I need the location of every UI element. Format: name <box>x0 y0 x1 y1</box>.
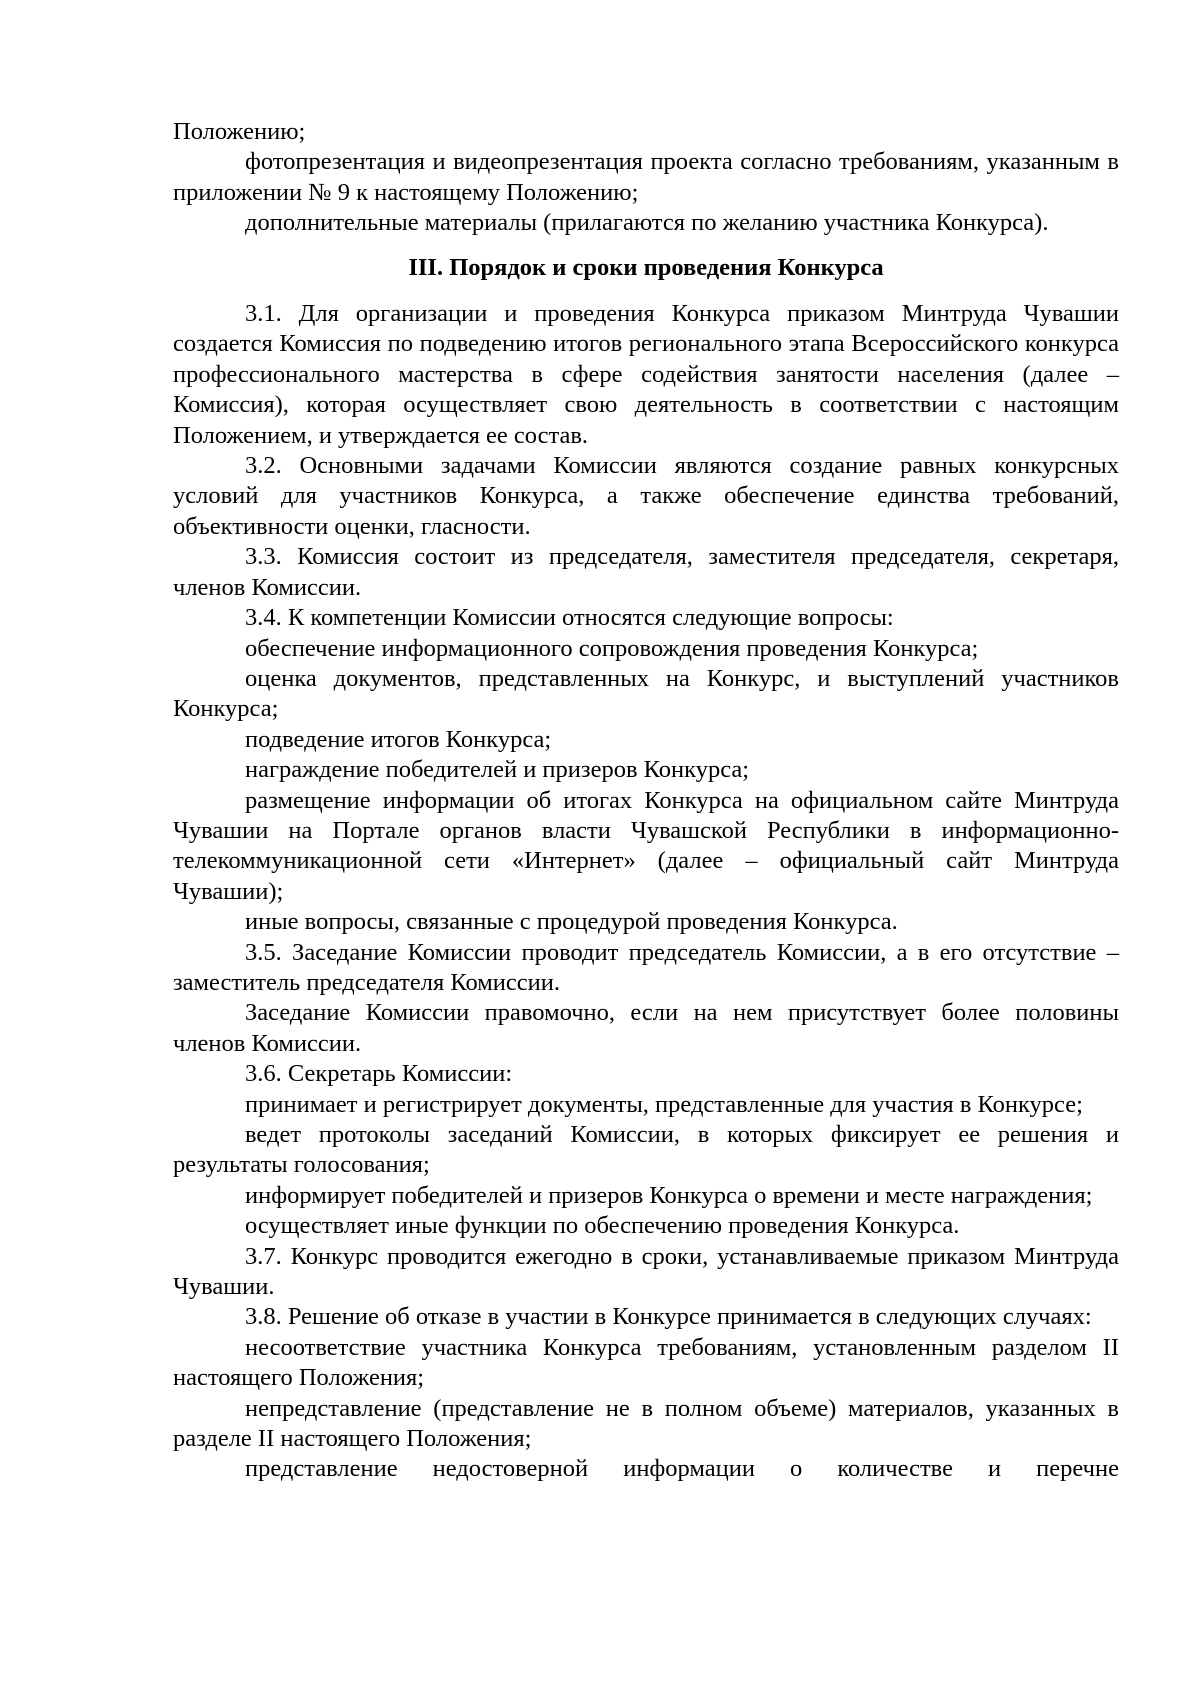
list-item: осуществляет иные функции по обеспечению проведения Конкурса. <box>245 1212 960 1240</box>
document-page <box>173 117 1119 1485</box>
paragraph-3-8: 3.8. Решение об отказе в участии в Конкурсе принимается в следующих случаях: <box>245 1303 1092 1331</box>
list-item: непредставление (представление не в полном объеме) материалов, указанных в разделе II настоящего Положения; <box>173 1394 1119 1453</box>
list-item: обеспечение информационного сопровождения проведения Конкурса; <box>245 634 979 662</box>
paragraph-photo-presentation: фотопрезентация и видеопрезентация проекта согласно требованиям, указанным в приложении № 9 к настоящему Положению; <box>173 148 1119 206</box>
list-item: представление недостоверной информации о количестве и перечне <box>245 1455 1119 1483</box>
list-item: размещение информации об итогах Конкурса на официальном сайте Минтруда Чувашии на Портале органов власти Чувашской Республики в информационно-телекоммуникационной сети «Интернет» (далее – официальный сайт Минтруда Чувашии); <box>173 786 1119 905</box>
list-item: несоответствие участника Конкурса требованиям, установленным разделом II настоящего Положения; <box>173 1333 1119 1392</box>
list-item: подведение итогов Конкурса; <box>245 725 552 753</box>
paragraph-3-2: 3.2. Основными задачами Комиссии являются создание равных конкурсных условий для участников Конкурса, а также обеспечение единства требований, объективности оценки, гласности. <box>173 452 1119 540</box>
paragraph-quorum: Заседание Комиссии правомочно, если на нем присутствует более половины членов Комиссии. <box>173 999 1119 1057</box>
paragraph-3-7: 3.7. Конкурс проводится ежегодно в сроки, устанавливаемые приказом Минтруда Чувашии. <box>173 1242 1119 1301</box>
paragraph-additional-materials: дополнительные материалы (прилагаются по желанию участника Конкурса). <box>245 209 1049 237</box>
paragraph-3-4: 3.4. К компетенции Комиссии относятся следующие вопросы: <box>245 604 894 632</box>
list-item: принимает и регистрирует документы, представленные для участия в Конкурсе; <box>245 1090 1083 1118</box>
paragraph-3-5: 3.5. Заседание Комиссии проводит председатель Комиссии, а в его отсутствие – заместитель председателя Комиссии. <box>173 938 1119 996</box>
list-item: награждение победителей и призеров Конкурса; <box>245 756 750 784</box>
list-item: ведет протоколы заседаний Комиссии, в которых фиксирует ее решения и результаты голосования; <box>173 1121 1119 1179</box>
paragraph-continuation: Положению; <box>173 118 306 145</box>
paragraph-3-6: 3.6. Секретарь Комиссии: <box>245 1060 513 1088</box>
list-item: информирует победителей и призеров Конкурса о времени и месте награждения; <box>245 1181 1093 1209</box>
section-heading: III. Порядок и сроки проведения Конкурса <box>408 253 884 281</box>
list-item: иные вопросы, связанные с процедурой проведения Конкурса. <box>245 908 898 936</box>
paragraph-3-1: 3.1. Для организации и проведения Конкурса приказом Минтруда Чувашии создается Комиссия по подведению итогов регионального этапа Всероссийского конкурса профессионального мастерства в сфере содействия занятости населения (далее – Комиссия), которая осуществляет свою деятельность в соответствии с настоящим Положением, и утверждается ее состав. <box>173 300 1119 449</box>
paragraph-3-3: 3.3. Комиссия состоит из председателя, заместителя председателя, секретаря, членов Комиссии. <box>173 543 1119 601</box>
list-item: оценка документов, представленных на Конкурс, и выступлений участников Конкурса; <box>173 664 1119 723</box>
